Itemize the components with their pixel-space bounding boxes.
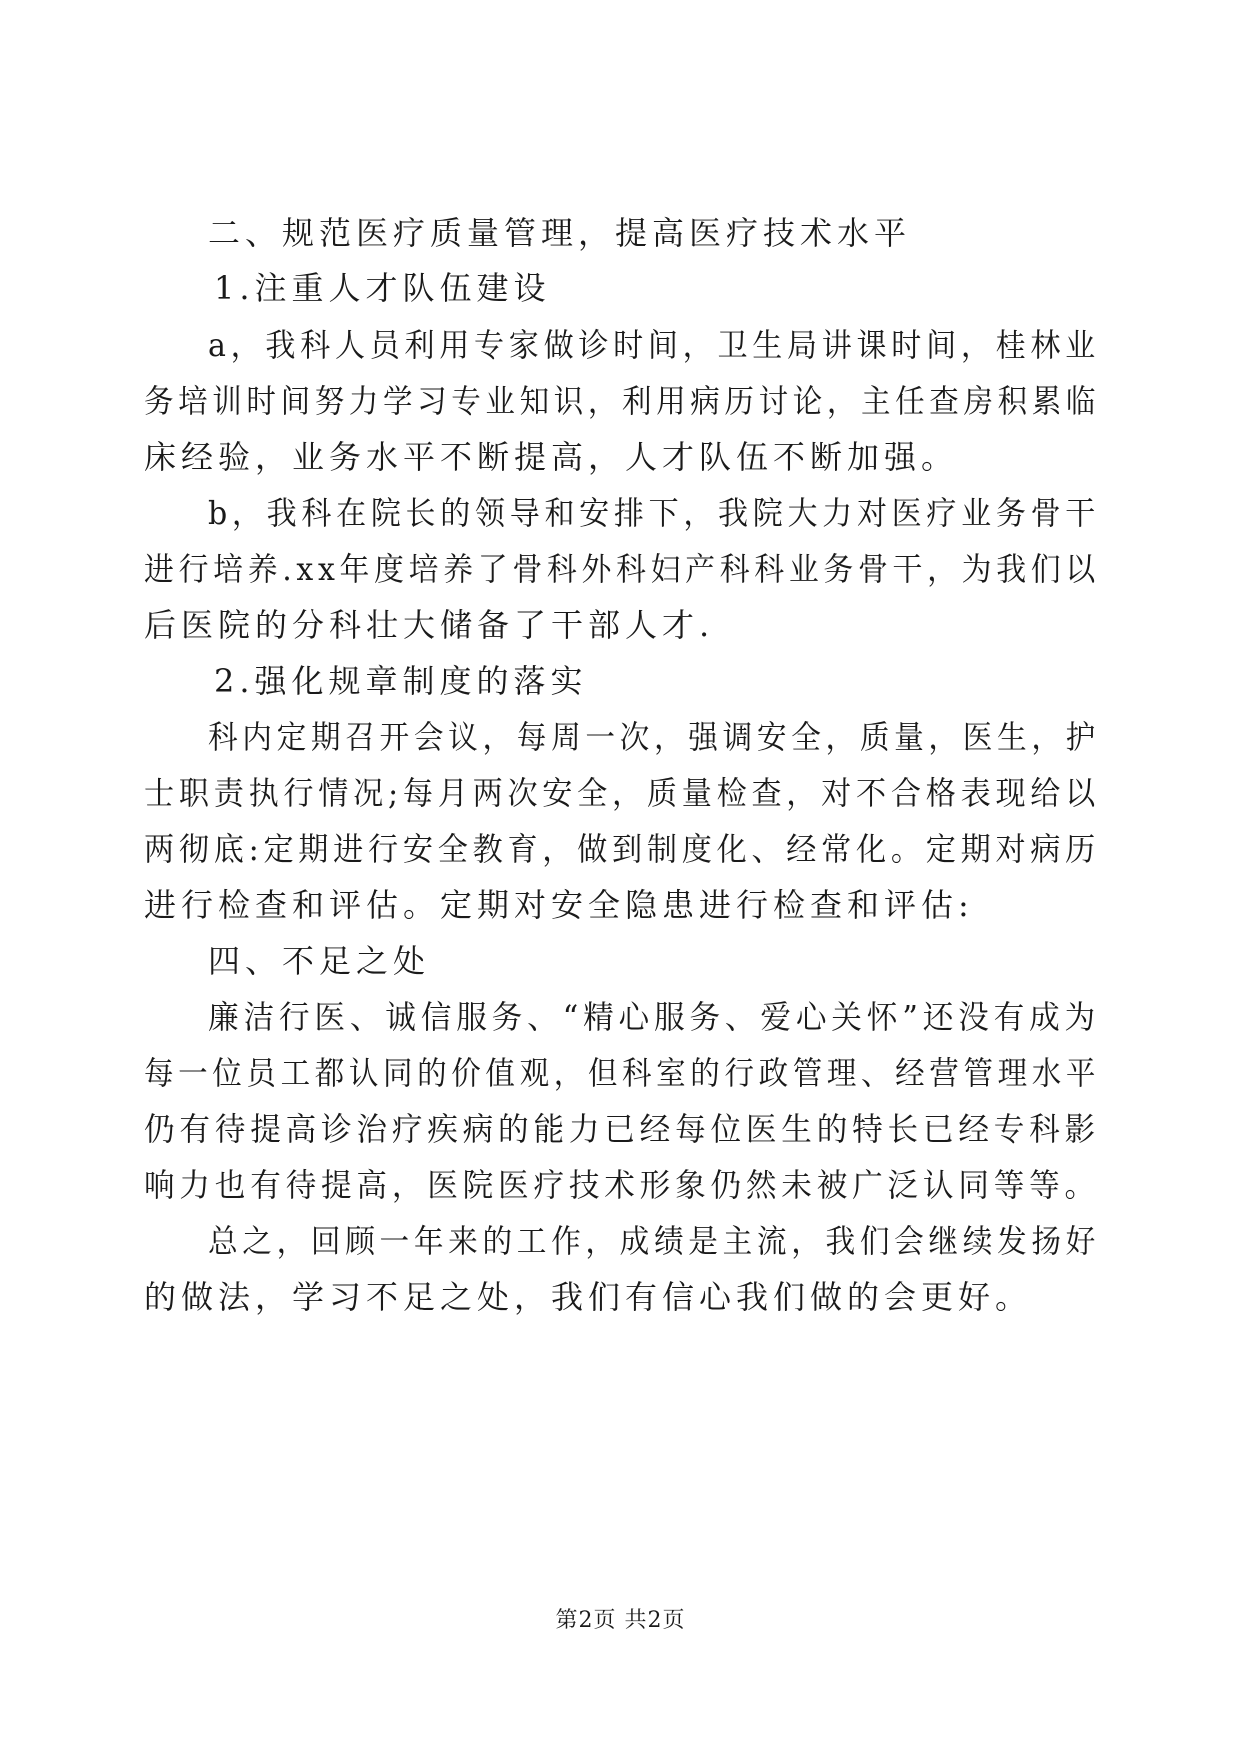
subsection-title-4: 四、不足之处	[208, 942, 431, 980]
paragraph-shortcomings-line: 每一位员工都认同的价值观，但科室的行政管理、经营管理水平	[144, 1054, 1101, 1092]
paragraph-shortcomings-line: 响力也有待提高，医院医疗技术形象仍然未被广泛认同等等。	[144, 1166, 1100, 1204]
paragraph-a-line: a，我科人员利用专家做诊时间，卫生局讲课时间，桂林业	[208, 326, 1100, 364]
paragraph-a-line: 床经验，业务水平不断提高，人才队伍不断加强。	[144, 438, 959, 476]
paragraph-a-line: 务培训时间努力学习专业知识，利用病历讨论，主任查房积累临	[144, 382, 1101, 420]
paragraph-b-line: 后医院的分科壮大储备了干部人才.	[144, 606, 715, 644]
page-number: 第2页 共2页	[555, 1608, 686, 1633]
paragraph-rules-line: 进行检查和评估。定期对安全隐患进行检查和评估:	[144, 886, 974, 924]
subsection-title-2: 2.强化规章制度的落实	[214, 662, 588, 700]
paragraph-rules-line: 科内定期召开会议，每周一次，强调安全，质量，医生，护	[208, 718, 1100, 756]
paragraph-b-line: b，我科在院长的领导和安排下，我院大力对医疗业务骨干	[208, 494, 1101, 532]
paragraph-b-line: 进行培养.xx年度培养了骨科外科妇产科科业务骨干，为我们以	[144, 550, 1100, 588]
section-heading: 二、规范医疗质量管理，提高医疗技术水平	[208, 214, 912, 252]
paragraph-rules-line: 两彻底:定期进行安全教育，做到制度化、经常化。定期对病历	[144, 830, 1101, 868]
paragraph-shortcomings-line: 廉洁行医、诚信服务、“精心服务、爱心关怀”还没有成为	[208, 998, 1101, 1036]
paragraph-shortcomings-line: 仍有待提高诊治疗疾病的能力已经每位医生的特长已经专科影	[144, 1110, 1100, 1148]
subsection-title-1: 1.注重人才队伍建设	[214, 269, 551, 307]
paragraph-rules-line: 士职责执行情况;每月两次安全，质量检查，对不合格表现给以	[144, 774, 1101, 812]
paragraph-summary-line: 总之，回顾一年来的工作，成绩是主流，我们会继续发扬好	[208, 1222, 1100, 1260]
paragraph-summary-line: 的做法，学习不足之处，我们有信心我们做的会更好。	[144, 1278, 1033, 1316]
